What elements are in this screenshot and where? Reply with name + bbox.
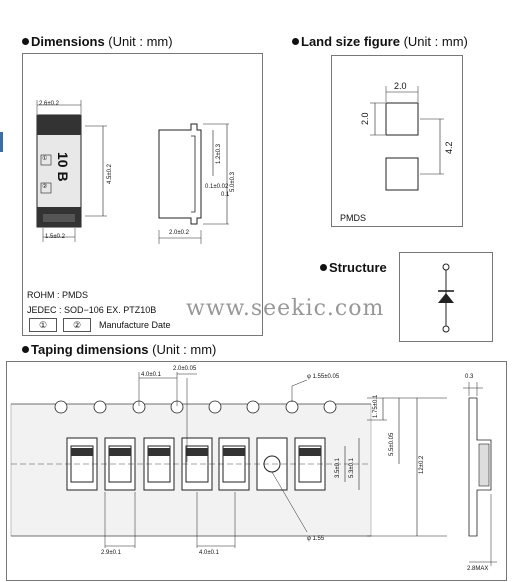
land-heading (292, 34, 468, 49)
diode-symbol (400, 253, 492, 341)
side-dim-width-label: 2.0±0.2 (169, 230, 189, 236)
sprocket-hole (324, 401, 336, 413)
pocket-width-label: 2.9±0.1 (101, 550, 121, 556)
dim-bottom-label: 1.5±0.2 (45, 234, 65, 240)
dimensions-panel (22, 53, 263, 336)
diode-terminal-bottom (443, 326, 449, 332)
bullet-icon (22, 346, 29, 353)
dimensions-title: Dimensions (31, 34, 105, 49)
sprocket-hole (247, 401, 259, 413)
tape-profile-component (479, 444, 489, 486)
cathode-band (37, 115, 81, 135)
watermark: www.seekic.com (186, 296, 385, 321)
land-package-label: PMDS (340, 213, 367, 223)
diode-terminal-top (443, 264, 449, 270)
taping-unit: (Unit : mm) (148, 342, 217, 357)
lead-detail (43, 214, 75, 222)
taping-drawing (7, 362, 506, 580)
taping-heading (22, 342, 216, 357)
sprocket-hole (286, 401, 298, 413)
legend-2: ② (63, 318, 91, 332)
bullet-icon (22, 38, 29, 45)
dim-1-75-label: 1.75±0.1 (373, 394, 379, 418)
hole-offset-label: 2.0±0.05 (173, 366, 197, 372)
taping-title: Taping dimensions (31, 342, 149, 357)
structure-heading (320, 260, 387, 275)
hole-pitch-label: 4.0±0.1 (141, 372, 161, 378)
legend-1: ① (29, 318, 57, 332)
pin2-label: ② (42, 184, 48, 190)
taping-panel (6, 361, 507, 581)
bullet-icon (320, 264, 327, 271)
dimensions-unit: (Unit : mm) (104, 34, 173, 49)
diode-triangle (438, 293, 454, 303)
dim-3-5-label: 3.5±0.1 (335, 458, 341, 478)
land-pitch-label: 4.2 (444, 141, 454, 154)
rohm-line: ROHM : PMDS (27, 290, 89, 300)
side-dim-lead-label: 0.1±0.02 (205, 184, 229, 190)
side-dim-top-label: 1.2±0.3 (216, 144, 222, 164)
bullet-icon (292, 38, 299, 45)
package-marking: 10 B (55, 152, 71, 182)
dim-top-label: 2.6±0.2 (39, 101, 59, 107)
pin1-label: ① (42, 156, 48, 162)
page-edge-marker (0, 132, 3, 152)
thickness-label: 0.3 (465, 374, 474, 380)
component-band (71, 448, 93, 456)
hole-dia-label: φ 1.55±0.05 (307, 374, 340, 380)
dim-12-label: 12±0.2 (419, 455, 425, 474)
component-band (148, 448, 170, 456)
side-dim-lead2-label: 0.1 (221, 192, 230, 198)
land-panel (331, 55, 463, 227)
dim-5-3-label: 5.3±0.1 (349, 458, 355, 478)
pocket-pitch-label: 4.0±0.1 (199, 550, 219, 556)
jedec-line: JEDEC : SOD−106 EX. PTZ10B (27, 305, 157, 315)
component-band (109, 448, 131, 456)
land-height-label: 2.0 (360, 112, 370, 125)
structure-panel (399, 252, 493, 342)
max-height-label: 2.8MAX (467, 566, 489, 572)
land-unit: (Unit : mm) (399, 34, 468, 49)
structure-title: Structure (329, 260, 387, 275)
component-band (299, 448, 321, 456)
dim-height-label: 4.5±0.2 (107, 164, 113, 184)
sprocket-hole (55, 401, 67, 413)
land-width-label: 2.0 (394, 81, 407, 91)
component-band (223, 448, 245, 456)
leader-line (292, 380, 307, 386)
sprocket-hole (209, 401, 221, 413)
land-title: Land size figure (301, 34, 400, 49)
dim-5-5-label: 5.5±0.05 (389, 432, 395, 456)
legend-text: Manufacture Date (99, 320, 171, 330)
component-band (186, 448, 208, 456)
dimensions-heading (22, 34, 173, 49)
side-dim-overall-label: 5.0±0.3 (230, 172, 236, 192)
sprocket-hole (94, 401, 106, 413)
land-pad-top (386, 103, 418, 135)
land-pad-bottom (386, 158, 418, 190)
hole2-dia-label: φ 1.55 (307, 536, 325, 542)
